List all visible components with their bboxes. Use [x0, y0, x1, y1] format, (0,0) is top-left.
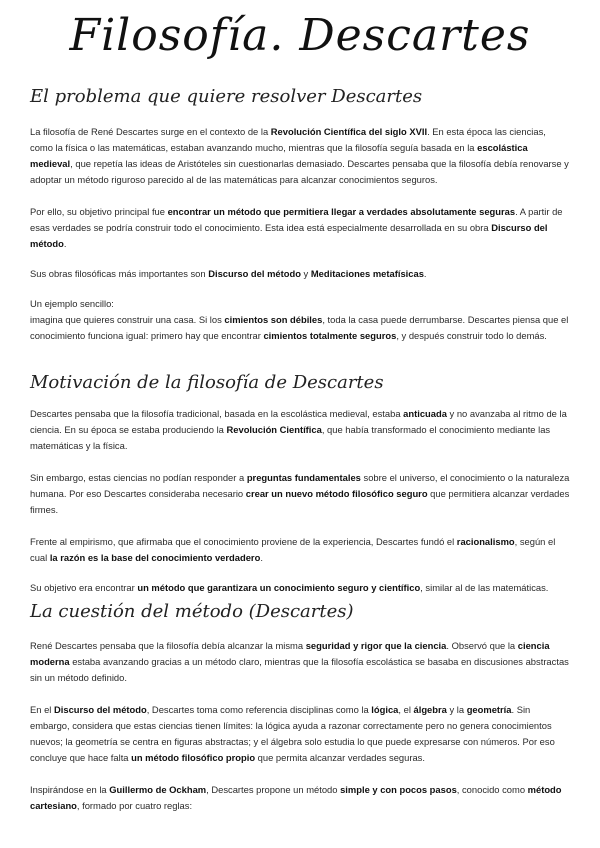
text-run: . Sin embargo, considera que estas ciencias tienen límites: la lógica ayuda a razonar correctamente pero no genera conocimientos nuevos; la geometría se centra en figuras abstractas; y el álgebra solo estudia lo que puede expresarse con números. Por eso concluye que hace falta	[30, 704, 555, 763]
text-run: estaba avanzando gracias a un método claro, mientras que la filosofía escolástica se basaba en discusiones abstractas sin un método definido.	[30, 656, 569, 683]
bold-text: Meditaciones metafísicas	[310, 268, 424, 279]
bold-text: ciencia moderna	[30, 640, 550, 667]
text-run: .	[63, 238, 67, 249]
text-run: que permita alcanzar verdades seguras.	[255, 752, 425, 763]
section-heading-metodo: La cuestión del método (Descartes)	[30, 601, 354, 622]
text-run: Sus obras filosóficas más importantes son	[30, 268, 209, 279]
bold-text: la razón es la base del conocimiento verdadero	[49, 552, 261, 563]
text-run: , similar al de las matemáticas.	[420, 582, 549, 593]
text-run: .	[260, 552, 263, 563]
text-run: . En esta época las ciencias, como la física o las matemáticas, estaban avanzando mucho, mientras que la filosofía seguía basada en la	[30, 126, 546, 153]
bold-text: Revolución Científica del siglo XVII	[270, 126, 428, 137]
text-run: Un ejemplo sencillo: imagina que quieres construir una casa. Si los	[30, 298, 222, 325]
text-run: , que repetía las ideas de Aristóteles sin cuestionarlas demasiado. Descartes pensaba que la filosofía debía renovarse y adoptar un método riguroso parecido al de las matemáticas para alcanzar conocimientos seguros.	[30, 158, 569, 185]
text-run: . Observó que la	[446, 640, 518, 651]
text-run: , conocido como	[456, 784, 528, 795]
text-run: Inspirándose en la	[30, 784, 110, 795]
paragraph	[30, 124, 570, 188]
bold-text: seguridad y rigor que la ciencia	[305, 640, 447, 651]
text-run: Su objetivo era encontrar	[30, 582, 138, 593]
paragraph	[30, 204, 570, 252]
bold-text: encontrar un método que permitiera llegar a verdades absolutamente seguras	[167, 206, 516, 217]
text-run: Frente al empirismo, que afirmaba que el conocimiento proviene de la experiencia, Descartes fundó el	[30, 536, 457, 547]
paragraph	[30, 470, 570, 518]
paragraph	[30, 782, 570, 814]
bold-text: Discurso del método	[30, 222, 548, 249]
bold-text: Guillermo de Ockham	[109, 784, 207, 795]
bold-text: geometría	[466, 704, 512, 715]
bold-text: Discurso del método	[53, 704, 147, 715]
paragraph	[30, 266, 570, 282]
bold-text: álgebra	[413, 704, 447, 715]
text-run: y	[300, 268, 311, 279]
bold-text: Discurso del método	[208, 268, 301, 279]
bold-text: un método que garantizara un conocimiento seguro y científico	[137, 582, 421, 593]
bold-text: racionalismo	[456, 536, 515, 547]
text-run: . A partir de esas verdades se podría construir todo el conocimiento. Esta idea está especialmente desarrollada en su obra	[30, 206, 563, 233]
text-run: y no avanzaba al ritmo de la ciencia. En su época se estaba produciendo la	[30, 408, 567, 435]
text-run: Por ello, su objetivo principal fue	[30, 206, 168, 217]
paragraph	[30, 580, 570, 596]
paragraph	[30, 534, 570, 566]
bold-text: anticuada	[403, 408, 447, 419]
paragraph	[30, 638, 570, 686]
text-run: , el	[398, 704, 414, 715]
paragraph	[30, 406, 570, 454]
bold-text: simple y con pocos pasos	[340, 784, 457, 795]
bold-text: crear un nuevo método filosófico seguro	[245, 488, 428, 499]
paragraph	[30, 702, 570, 766]
text-run: René Descartes pensaba que la filosofía debía alcanzar la misma	[30, 640, 306, 651]
text-run: que permitiera alcanzar verdades firmes.	[30, 488, 570, 515]
text-run: En el	[30, 704, 54, 715]
section-heading-problema: El problema que quiere resolver Descartes	[30, 86, 423, 107]
bold-text: un método filosófico propio	[131, 752, 256, 763]
text-run: , que había transformado el conocimiento mediante las matemáticas y la física.	[30, 424, 551, 451]
text-run: Sin embargo, estas ciencias no podían responder a	[30, 472, 247, 483]
paragraph	[30, 296, 570, 344]
text-run: , formado por cuatro reglas:	[76, 800, 193, 811]
bold-text: método cartesiano	[30, 784, 562, 811]
bold-text: Revolución Científica	[226, 424, 322, 435]
text-run: Descartes pensaba que la filosofía tradicional, basada en la escolástica medieval, estaba	[30, 408, 404, 419]
text-run: sobre el universo, el conocimiento o la naturaleza humana. Por eso Descartes consideraba necesario	[30, 472, 570, 499]
text-run: , Descartes toma como referencia disciplinas como la	[146, 704, 372, 715]
bold-text: escolástica medieval	[30, 142, 528, 169]
bold-text: lógica	[371, 704, 399, 715]
section-heading-motivacion: Motivación de la filosofía de Descartes	[30, 372, 384, 393]
text-run: , toda la casa puede derrumbarse. Descartes piensa que el conocimiento funciona igual: primero hay que encontrar	[30, 314, 569, 341]
text-run: , y después construir todo lo demás.	[396, 330, 547, 341]
text-run: .	[423, 268, 427, 279]
text-run: , Descartes propone un método	[206, 784, 341, 795]
bold-text: cimientos son débiles	[224, 314, 323, 325]
bold-text: cimientos totalmente seguros	[263, 330, 397, 341]
text-run: La filosofía de René Descartes surge en el contexto de la	[30, 126, 271, 137]
text-run: , según el cual	[30, 536, 556, 563]
page-title: Filosofía. Descartes	[69, 10, 531, 61]
bold-text: preguntas fundamentales	[246, 472, 361, 483]
text-run: y la	[446, 704, 467, 715]
